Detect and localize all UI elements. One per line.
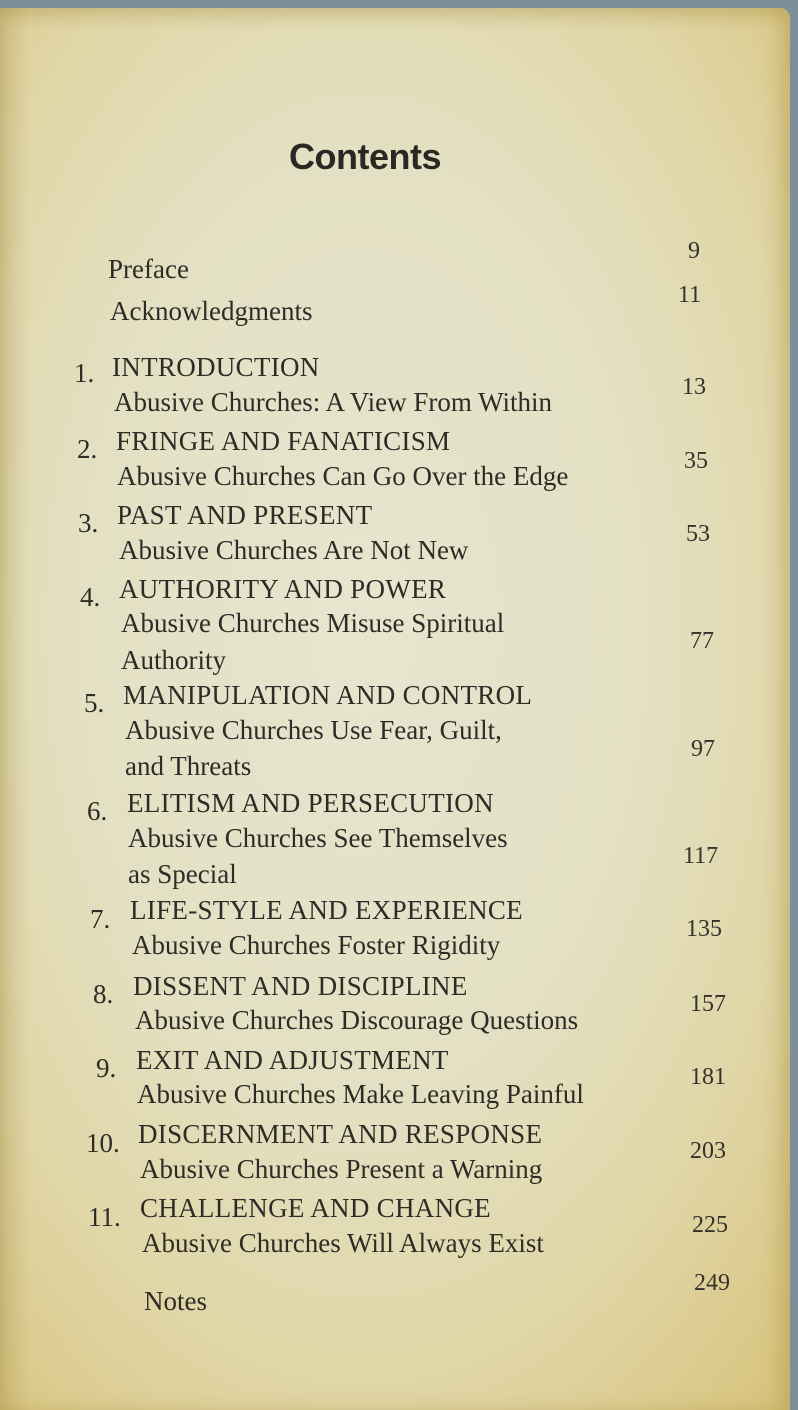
chapter-page: 97 (691, 736, 715, 762)
chapter-page: 117 (683, 843, 719, 869)
chapter-number: 3. (78, 508, 99, 538)
chapter-page: 181 (690, 1064, 726, 1090)
chapter-subtitle: Abusive Churches Use Fear, Guilt, (125, 715, 502, 745)
chapter-page: 225 (692, 1212, 728, 1238)
chapter-title: LIFE-STYLE AND EXPERIENCE (130, 895, 523, 925)
toc-page-notes: 249 (694, 1270, 730, 1296)
chapter-subtitle: Abusive Churches Will Always Exist (142, 1228, 544, 1258)
chapter-number: 1. (74, 358, 95, 388)
chapter-number: 8. (93, 979, 114, 1009)
chapter-subtitle-continued: Authority (121, 645, 226, 675)
chapter-number: 2. (77, 434, 98, 464)
toc-page-acknowledgments: 11 (678, 282, 702, 308)
chapter-number: 4. (80, 582, 101, 612)
chapter-title: EXIT AND ADJUSTMENT (136, 1045, 449, 1075)
chapter-subtitle: Abusive Churches Are Not New (119, 535, 469, 565)
chapter-title: AUTHORITY AND POWER (119, 574, 447, 604)
chapter-page: 35 (684, 448, 708, 474)
chapter-page: 53 (686, 521, 710, 547)
chapter-number: 7. (90, 904, 111, 934)
book-page (0, 8, 790, 1410)
chapter-subtitle-continued: as Special (128, 859, 237, 889)
toc-entry-acknowledgments: Acknowledgments (110, 296, 313, 326)
chapter-title: PAST AND PRESENT (117, 500, 373, 530)
chapter-number: 10. (86, 1128, 120, 1158)
chapter-subtitle: Abusive Churches: A View From Within (114, 387, 553, 417)
chapter-subtitle: Abusive Churches Can Go Over the Edge (117, 461, 569, 491)
chapter-title: DISCERNMENT AND RESPONSE (138, 1119, 543, 1149)
chapter-title: INTRODUCTION (112, 352, 320, 382)
chapter-subtitle: Abusive Churches Make Leaving Painful (137, 1079, 584, 1109)
chapter-page: 13 (682, 374, 706, 400)
chapter-title: FRINGE AND FANATICISM (116, 426, 451, 456)
chapter-subtitle: Abusive Churches Discourage Questions (135, 1005, 579, 1035)
chapter-title: MANIPULATION AND CONTROL (123, 680, 533, 710)
chapter-number: 6. (87, 796, 108, 826)
chapter-subtitle-continued: and Threats (125, 751, 252, 781)
chapter-subtitle: Abusive Churches Present a Warning (140, 1154, 543, 1184)
chapter-title: DISSENT AND DISCIPLINE (133, 971, 468, 1001)
chapter-page: 157 (690, 991, 726, 1017)
toc-entry-preface: Preface (108, 254, 189, 284)
chapter-number: 9. (96, 1053, 117, 1083)
toc-entry-notes: Notes (144, 1286, 207, 1316)
chapter-subtitle: Abusive Churches See Themselves (128, 823, 508, 853)
chapter-subtitle: Abusive Churches Misuse Spiritual (121, 608, 505, 638)
toc-page-preface: 9 (688, 238, 700, 264)
chapter-page: 203 (690, 1138, 726, 1164)
chapter-number: 11. (88, 1202, 121, 1232)
chapter-subtitle: Abusive Churches Foster Rigidity (132, 930, 501, 960)
chapter-page: 77 (690, 628, 714, 654)
chapter-title: ELITISM AND PERSECUTION (127, 788, 494, 818)
page-title: Contents (289, 136, 441, 177)
chapter-page: 135 (686, 916, 722, 942)
chapter-number: 5. (84, 688, 105, 718)
chapter-title: CHALLENGE AND CHANGE (140, 1193, 491, 1223)
